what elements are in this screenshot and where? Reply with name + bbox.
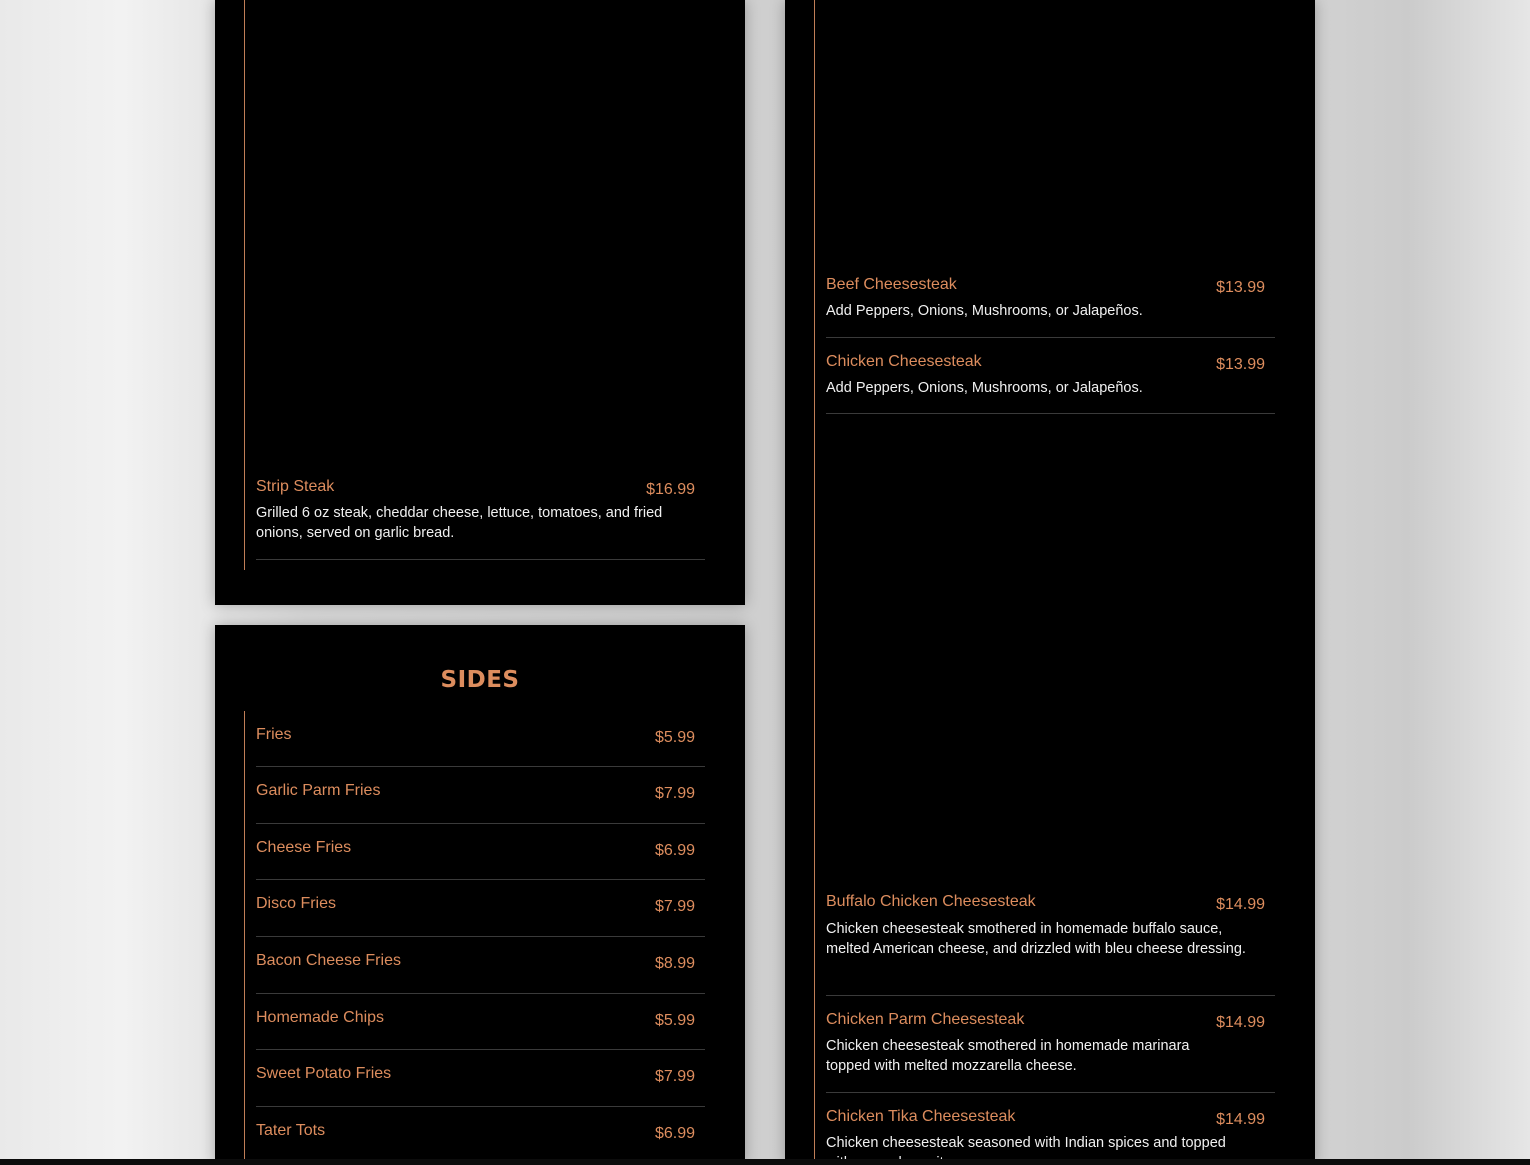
item-description: Add Peppers, Onions, Mushrooms, or Jalapeños.	[826, 303, 1143, 319]
menu-item-fries	[256, 725, 705, 767]
item-price: $5.99	[654, 729, 695, 746]
item-price: $7.99	[654, 1068, 695, 1085]
item-price: $5.99	[654, 1012, 695, 1029]
item-name: Buffalo Chicken Cheesesteak	[826, 893, 1036, 910]
item-name: Cheese Fries	[256, 839, 352, 856]
item-description: Chicken cheesesteak smothered in homemade buffalo sauce, melted American cheese, and drizzled with bleu cheese dressing.	[826, 921, 1246, 957]
accent-divider-line	[244, 711, 245, 1165]
item-price: $13.99	[1216, 279, 1265, 296]
item-name: Garlic Parm Fries	[256, 782, 381, 799]
accent-divider-line	[814, 0, 815, 1165]
item-description: Add Peppers, Onions, Mushrooms, or Jalapeños.	[826, 380, 1143, 396]
item-price: $14.99	[1216, 1111, 1265, 1128]
item-price: $14.99	[1216, 1014, 1265, 1031]
item-name: Chicken Tika Cheesesteak	[826, 1108, 1016, 1125]
menu-item-chicken-parm-cheesesteak	[826, 1010, 1275, 1093]
item-name: Strip Steak	[256, 478, 335, 495]
steaks-menu-panel	[215, 0, 745, 605]
menu-item-disco-fries	[256, 894, 705, 937]
menu-item-chicken-tika-cheesesteak	[826, 1107, 1275, 1165]
item-price: $7.99	[654, 898, 695, 915]
menu-item-cheese-fries	[256, 838, 705, 880]
item-price: $6.99	[654, 1125, 695, 1142]
item-price: $16.99	[646, 481, 695, 498]
accent-divider-line	[244, 0, 245, 570]
menu-item-strip-steak	[256, 477, 705, 560]
item-name: Bacon Cheese Fries	[256, 952, 401, 969]
item-name: Tater Tots	[256, 1122, 326, 1139]
item-price: $6.99	[654, 842, 695, 859]
item-name: Chicken Parm Cheesesteak	[826, 1011, 1025, 1028]
bottom-edge-bar	[0, 1159, 1530, 1165]
item-name: Fries	[256, 726, 292, 743]
menu-item-sweet-potato-fries	[256, 1064, 705, 1107]
menu-item-beef-cheesesteak	[826, 275, 1275, 338]
menu-item-chicken-cheesesteak	[826, 352, 1275, 414]
menu-item-garlic-parm-fries	[256, 781, 705, 824]
item-price: $8.99	[654, 955, 695, 972]
item-name: Beef Cheesesteak	[826, 276, 957, 293]
item-name: Homemade Chips	[256, 1009, 385, 1026]
menu-item-homemade-chips	[256, 1008, 705, 1050]
item-name: Sweet Potato Fries	[256, 1065, 392, 1082]
cheesesteaks-menu-panel	[785, 0, 1315, 1165]
item-description: Chicken cheesesteak smothered in homemade marinara topped with melted mozzarella cheese.	[826, 1038, 1190, 1074]
menu-item-buffalo-chicken-cheesesteak	[826, 892, 1275, 996]
item-price: $7.99	[654, 785, 695, 802]
menu-item-bacon-cheese-fries	[256, 951, 705, 994]
item-price: $14.99	[1216, 896, 1265, 913]
item-description: Chicken cheesesteak seasoned with Indian spices and topped	[826, 1135, 1226, 1151]
menu-item-tater-tots	[256, 1121, 705, 1161]
item-price: $13.99	[1216, 356, 1265, 373]
section-title-sides: SIDES	[440, 667, 520, 693]
item-description: Grilled 6 oz steak, cheddar cheese, lettuce, tomatoes, and fried onions, served on garlic bread.	[256, 505, 663, 541]
sides-menu-panel	[215, 625, 745, 1165]
item-name: Chicken Cheesesteak	[826, 353, 982, 370]
item-name: Disco Fries	[256, 895, 337, 912]
